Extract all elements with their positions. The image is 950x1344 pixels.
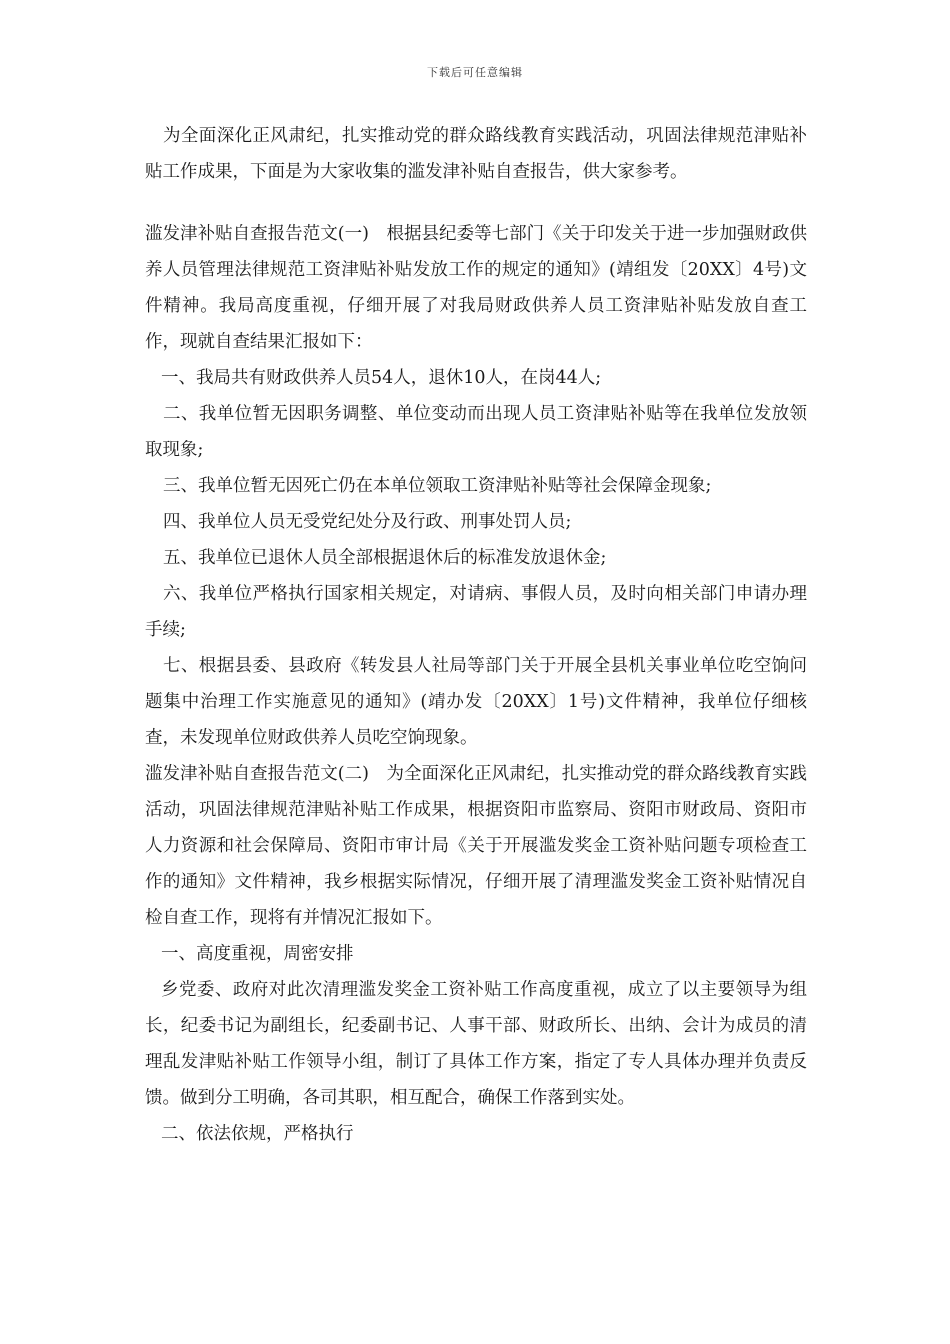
section-1-item-4: 四、我单位人员无受党纪处分及行政、刑事处罚人员; <box>163 512 572 532</box>
section-1-heading-paragraph: 滥发津补贴自查报告范文(一) 根据县纪委等七部门《关于印发关于进一步加强财政供养人员管理法律规范工资津贴补贴发放工作的规定的通知》(靖组发〔20XX〕4号)文件精神。我局高度重视，仔细开展了对我局财政供养人员工资津贴补贴发放自查工作，现就自查结果汇报如下： <box>145 224 807 352</box>
paragraph-gap <box>145 190 807 216</box>
section-1-item-6: 六、我单位严格执行国家相关规定，对请病、事假人员，及时向相关部门申请办理手续; <box>145 584 807 640</box>
section-2-subheading-1: 一、高度重视，周密安排 <box>161 944 354 964</box>
header-note: 下载后可任意编辑 <box>427 66 523 79</box>
section-2-subheading-1-text: 乡党委、政府对此次清理滥发奖金工资补贴工作高度重视，成立了以主要领导为组长，纪委书记为副组长，纪委副书记、人事干部、财政所长、出纳、会计为成员的清理乱发津贴补贴工作领导小组，制订了具体工作方案，指定了专人具体办理并负责反馈。做到分工明确，各司其职，相互配合，确保工作落到实处。 <box>145 980 807 1108</box>
section-1-item-3: 三、我单位暂无因死亡仍在本单位领取工资津贴补贴等社会保障金现象; <box>163 476 712 496</box>
section-1-item-5: 五、我单位已退休人员全部根据退休后的标准发放退休金; <box>163 548 607 568</box>
intro-paragraph: 为全面深化正风肃纪，扎实推动党的群众路线教育实践活动，巩固法律规范津贴补贴工作成果，下面是为大家收集的滥发津补贴自查报告，供大家参考。 <box>145 126 807 182</box>
section-1-item-1: 一、我局共有财政供养人员54人，退休10人，在岗44人; <box>161 368 602 388</box>
section-1-item-7: 七、根据县委、县政府《转发县人社局等部门关于开展全县机关事业单位吃空饷问题集中治理工作实施意见的通知》(靖办发〔20XX〕1号)文件精神，我单位仔细核查，未发现单位财政供养人员吃空饷现象。 <box>145 656 807 748</box>
section-2-subheading-2: 二、依法依规，严格执行 <box>161 1124 354 1144</box>
section-1-item-2: 二、我单位暂无因职务调整、单位变动而出现人员工资津贴补贴等在我单位发放领取现象; <box>145 404 807 460</box>
section-2-heading-paragraph: 滥发津补贴自查报告范文(二) 为全面深化正风肃纪，扎实推动党的群众路线教育实践活动，巩固法律规范津贴补贴工作成果，根据资阳市监察局、资阳市财政局、资阳市人力资源和社会保障局、资阳市审计局《关于开展滥发奖金工资补贴问题专项检查工作的通知》文件精神，我乡根据实际情况，仔细开展了清理滥发奖金工资补贴情况自检自查工作，现将有并情况汇报如下。 <box>145 764 807 928</box>
document-body <box>145 118 807 1152</box>
